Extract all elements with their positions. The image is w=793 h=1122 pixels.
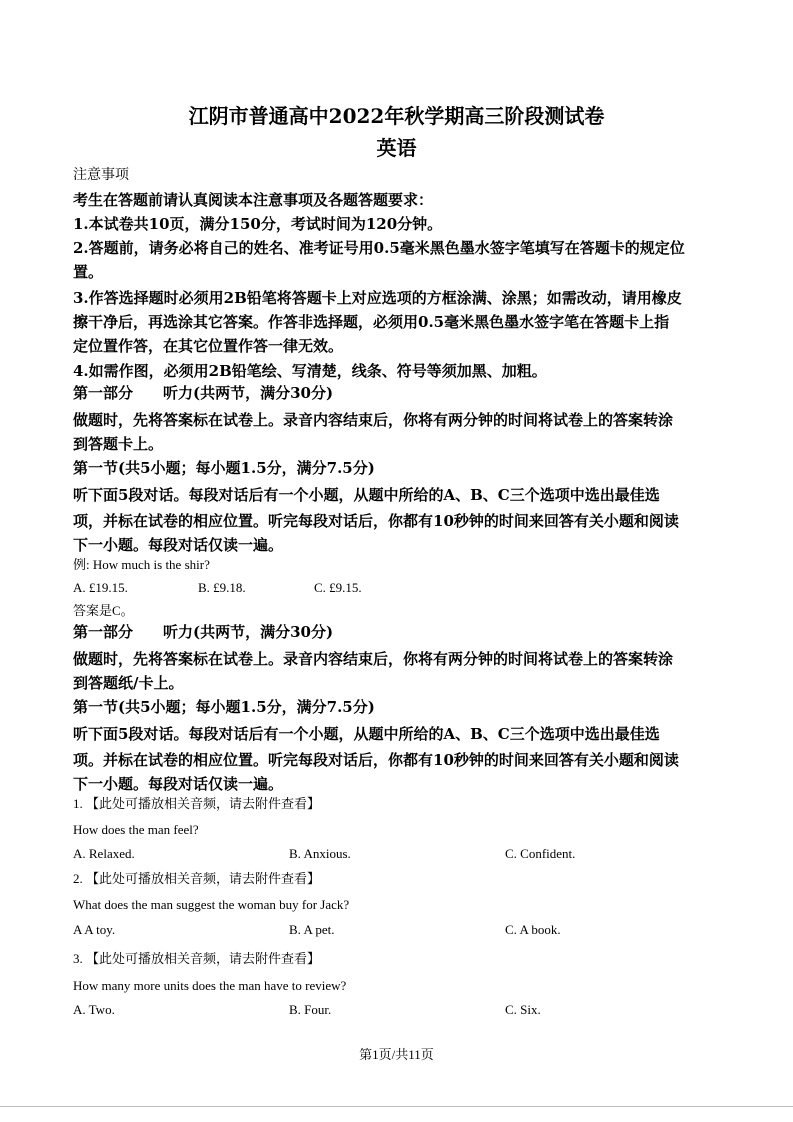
- option-a: A A toy.: [73, 922, 116, 937]
- instruction-line: 到答题卡上。: [73, 435, 164, 453]
- option-a: A. Two.: [73, 1002, 115, 1017]
- notice-line: 定位置作答，在其它位置作答一律无效。: [73, 337, 344, 355]
- section-instruction-line: 下一小题。每段对话仅读一遍。: [73, 536, 284, 554]
- example-option-b: B. £9.18.: [198, 580, 246, 595]
- option-b: B. Anxious.: [289, 846, 351, 861]
- notice-heading: 注意事项: [73, 167, 129, 183]
- notice-line: 1.本试卷共10页，满分150分，考试时间为120分钟。: [73, 215, 443, 233]
- section-instruction-line: 项。并标在试卷的相应位置。听完每段对话后，你都有10秒钟的时间来回答有关小题和阅读: [73, 751, 679, 769]
- example-option-a: A. £19.15.: [73, 580, 128, 595]
- question-stem: How does the man feel?: [73, 822, 199, 837]
- option-a: A. Relaxed.: [73, 846, 135, 861]
- section-instruction-line: 听下面5段对话。每段对话后有一个小题，从题中所给的A、B、C三个选项中选出最佳选: [73, 486, 660, 504]
- question-stem: How many more units does the man have to review?: [73, 978, 347, 993]
- exam-title: 江阴市普通高中2022年秋学期高三阶段测试卷: [188, 104, 605, 128]
- option-c: C. Confident.: [505, 846, 576, 861]
- notice-line: 擦干净后，再选涂其它答案。作答非选择题，必须用0.5毫米黑色墨水签字笔在答题卡上指: [73, 313, 670, 331]
- option-b: B. Four.: [289, 1002, 332, 1017]
- audio-link[interactable]: 2. 【此处可播放相关音频，请去附件查看】: [73, 871, 321, 886]
- page-divider: [0, 1106, 793, 1107]
- option-c: C. A book.: [505, 922, 561, 937]
- audio-link[interactable]: 1. 【此处可播放相关音频，请去附件查看】: [73, 796, 321, 811]
- section-instruction-line: 下一小题。每段对话仅读一遍。: [73, 775, 284, 793]
- part-heading: 第一部分 听力(共两节，满分30分): [73, 384, 334, 402]
- notice-line: 4.如需作图，必须用2B铅笔绘、写清楚，线条、符号等须加黑、加粗。: [73, 362, 547, 380]
- page-number: 第1页/共11页: [359, 1047, 434, 1062]
- instruction-line: 做题时，先将答案标在试卷上。录音内容结束后，你将有两分钟的时间将试卷上的答案转涂: [73, 411, 674, 429]
- audio-link[interactable]: 3. 【此处可播放相关音频，请去附件查看】: [73, 951, 321, 966]
- example-answer: 答案是C。: [73, 603, 134, 618]
- subject-title: 英语: [376, 136, 417, 160]
- notice-line: 3.作答选择题时必须用2B铅笔将答题卡上对应选项的方框涂满、涂黑；如需改动，请用橡皮: [73, 289, 682, 307]
- part-heading: 第一部分 听力(共两节，满分30分): [73, 623, 334, 641]
- example-option-c: C. £9.15.: [314, 580, 362, 595]
- notice-line: 考生在答题前请认真阅读本注意事项及各题答题要求：: [73, 191, 434, 209]
- instruction-line: 做题时，先将答案标在试卷上。录音内容结束后，你将有两分钟的时间将试卷上的答案转涂: [73, 650, 674, 668]
- example-question: 例: How much is the shir?: [73, 557, 210, 572]
- section-instruction-line: 项，并标在试卷的相应位置。听完每段对话后，你都有10秒钟的时间来回答有关小题和阅读: [73, 512, 679, 530]
- section-heading: 第一节(共5小题；每小题1.5分，满分7.5分): [73, 698, 375, 716]
- instruction-line: 到答题纸/卡上。: [73, 674, 184, 692]
- option-c: C. Six.: [505, 1002, 541, 1017]
- section-heading: 第一节(共5小题；每小题1.5分，满分7.5分): [73, 459, 375, 477]
- option-b: B. A pet.: [289, 922, 335, 937]
- notice-line: 置。: [73, 263, 104, 281]
- notice-line: 2.答题前，请务必将自己的姓名、准考证号用0.5毫米黑色墨水签字笔填写在答题卡的规定位: [73, 239, 685, 257]
- question-stem: What does the man suggest the woman buy for Jack?: [73, 897, 350, 912]
- section-instruction-line: 听下面5段对话。每段对话后有一个小题，从题中所给的A、B、C三个选项中选出最佳选: [73, 725, 660, 743]
